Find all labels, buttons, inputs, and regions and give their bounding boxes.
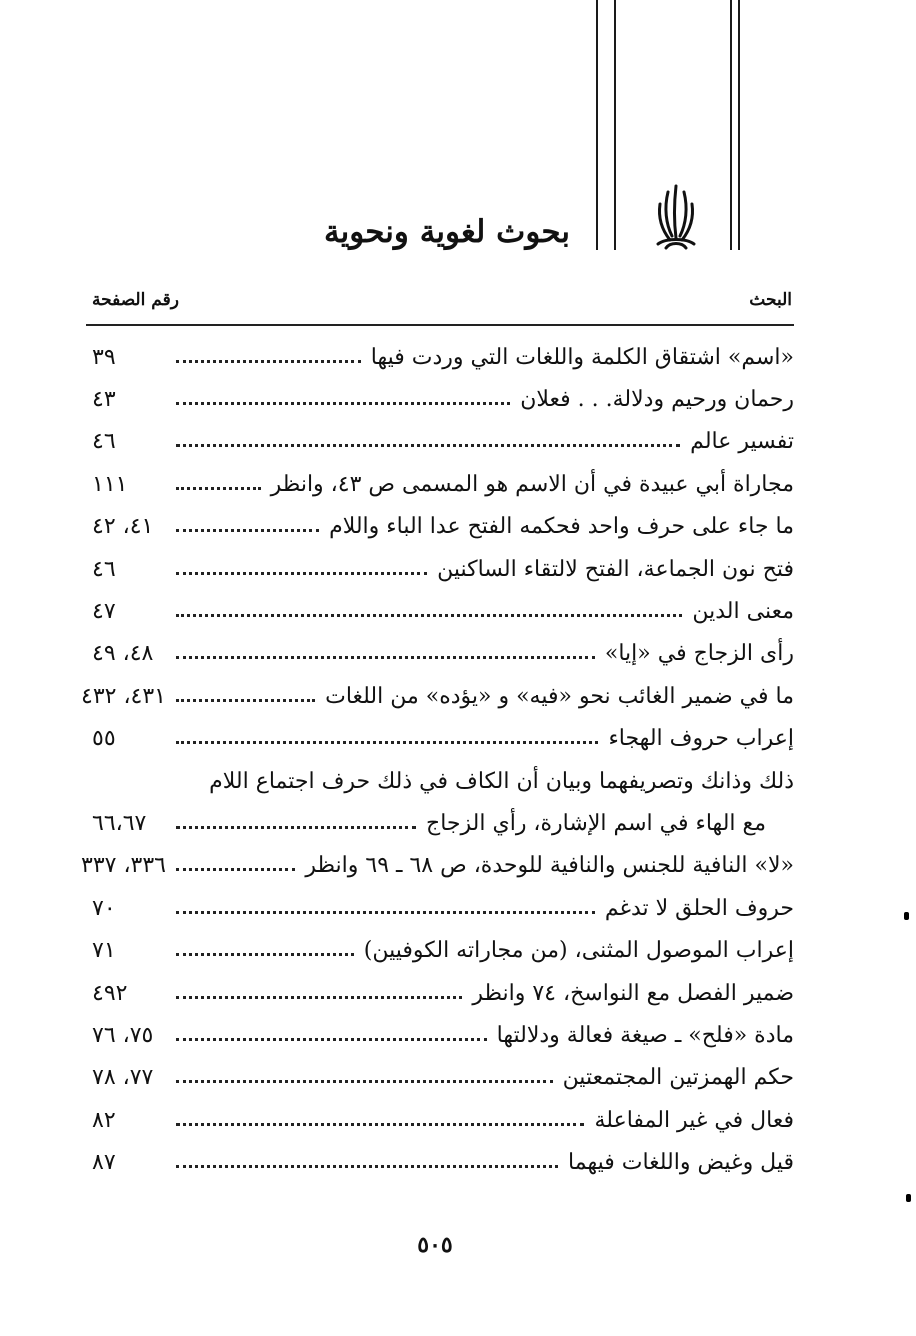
index-entry — [92, 378, 794, 420]
index-entry — [92, 336, 794, 378]
entry-title: رأى الزجاج في «إيا» — [604, 641, 794, 667]
entry-page: ٤٦ — [92, 429, 116, 455]
dot-leader — [176, 656, 595, 659]
entry-page: ٤٧ — [92, 599, 116, 625]
entry-title: حروف الحلق لا تدغم — [604, 895, 794, 921]
index-entry — [92, 1057, 794, 1099]
entry-title: رحمان ورحيم ودلالة. . . فعلان — [520, 387, 794, 413]
index-entry — [92, 802, 794, 844]
entry-page: ٦٦،٦٧ — [92, 810, 147, 836]
dot-leader — [176, 1123, 584, 1126]
dot-leader — [176, 402, 510, 405]
dot-leader — [176, 826, 416, 829]
dot-leader — [176, 996, 462, 999]
index-entry — [92, 1099, 794, 1141]
dot-leader — [176, 529, 319, 532]
entry-page: ٣٩ — [92, 344, 116, 370]
index-entry — [92, 590, 794, 632]
decorative-rule — [730, 0, 732, 250]
entry-title: معنى الدين — [692, 599, 794, 625]
entry-page: ٧١ — [92, 938, 116, 964]
column-header-subject: البحث — [749, 290, 792, 310]
dot-leader — [176, 444, 680, 447]
dot-leader — [176, 1080, 553, 1083]
entry-title: فعال في غير المفاعلة — [594, 1107, 794, 1133]
entry-page: ٤٦ — [92, 556, 116, 582]
entry-page: ٤٣١، ٤٣٢ — [81, 683, 166, 709]
entry-title: مجاراة أبي عبيدة في أن الاسم هو المسمى ص ٤٣، وانظر — [270, 471, 794, 497]
index-entry — [92, 421, 794, 463]
decorative-rule — [738, 0, 740, 250]
entry-page: ٣٣٦، ٣٣٧ — [81, 853, 166, 879]
entry-page: ٥٥ — [92, 726, 116, 752]
entry-title: «اسم» اشتقاق الكلمة واللغات التي وردت فيها — [370, 344, 794, 370]
scan-mark — [904, 912, 909, 920]
entry-page: ٤٣ — [92, 387, 116, 413]
entry-page: ٤١، ٤٢ — [92, 514, 154, 540]
entry-title: مادة «فلح» ـ صيغة فعالة ودلالتها — [496, 1022, 794, 1048]
entry-title: إعراب حروف الهجاء — [608, 726, 794, 752]
index-entry — [92, 718, 794, 760]
dot-leader — [176, 614, 682, 617]
entry-title: ذلك وذانك وتصريفهما وبيان أن الكاف في ذلك حرف اجتماع اللام — [209, 768, 794, 794]
header-rule — [86, 324, 794, 326]
entry-title: ما في ضمير الغائب نحو «فيه» و «يؤده» من اللغات — [325, 683, 794, 709]
entry-page: ٨٢ — [92, 1107, 116, 1133]
index-entry — [92, 1014, 794, 1056]
index-entry — [92, 633, 794, 675]
entry-page: ٧٧، ٧٨ — [92, 1065, 154, 1091]
dot-leader — [176, 1165, 558, 1168]
index-entry — [81, 845, 794, 887]
entry-title: ضمير الفصل مع النواسخ، ٧٤ وانظر — [472, 980, 794, 1006]
decorative-rule — [596, 0, 598, 250]
entry-page: ٨٧ — [92, 1150, 116, 1176]
entry-title: فتح نون الجماعة، الفتح لالتقاء الساكنين — [437, 556, 794, 582]
entry-title: حكم الهمزتين المجتمعتين — [562, 1065, 794, 1091]
decorative-rule — [614, 0, 616, 250]
dot-leader — [176, 911, 595, 914]
dot-leader — [176, 572, 427, 575]
entry-page: ٤٩٢ — [92, 980, 128, 1006]
dot-leader — [176, 953, 354, 956]
dot-leader — [176, 487, 261, 490]
entry-title: ما جاء على حرف واحد فحكمه الفتح عدا الباء واللام — [329, 514, 794, 540]
index-entry — [92, 887, 794, 929]
index-entry — [92, 972, 794, 1014]
section-title: بحوث لغوية ونحوية — [324, 214, 570, 250]
index-entry — [92, 1141, 794, 1183]
dot-leader — [176, 1038, 487, 1041]
dot-leader — [176, 741, 598, 744]
index-entry — [81, 675, 794, 717]
page-number: ٥٠٥ — [417, 1232, 453, 1258]
entry-page: ١١١ — [92, 471, 128, 497]
index-entries — [81, 336, 794, 1184]
dot-leader — [176, 360, 361, 363]
floral-ornament-icon — [648, 178, 704, 252]
index-entry — [92, 929, 794, 971]
dot-leader — [176, 699, 315, 702]
entry-title: «لا» النافية للجنس والنافية للوحدة، ص ٦٨ ـ ٦٩ وانظر — [305, 853, 794, 879]
entry-title: إعراب الموصول المثنى، (من مجاراته الكوفيين) — [363, 938, 794, 964]
entry-title: مع الهاء في اسم الإشارة، رأي الزجاج — [426, 810, 766, 836]
entry-page: ٤٨، ٤٩ — [92, 641, 154, 667]
index-entry — [92, 506, 794, 548]
entry-page: ٧٥، ٧٦ — [92, 1022, 154, 1048]
index-entry — [92, 548, 794, 590]
entry-page: ٧٠ — [92, 895, 116, 921]
entry-title: تفسير عالم — [690, 429, 794, 455]
scan-mark — [906, 1194, 911, 1202]
dot-leader — [176, 868, 295, 871]
entry-title: قيل وغيض واللغات فيهما — [568, 1150, 794, 1176]
index-entry — [92, 760, 794, 802]
index-entry — [92, 463, 794, 505]
column-header-page: رقم الصفحة — [92, 290, 179, 310]
